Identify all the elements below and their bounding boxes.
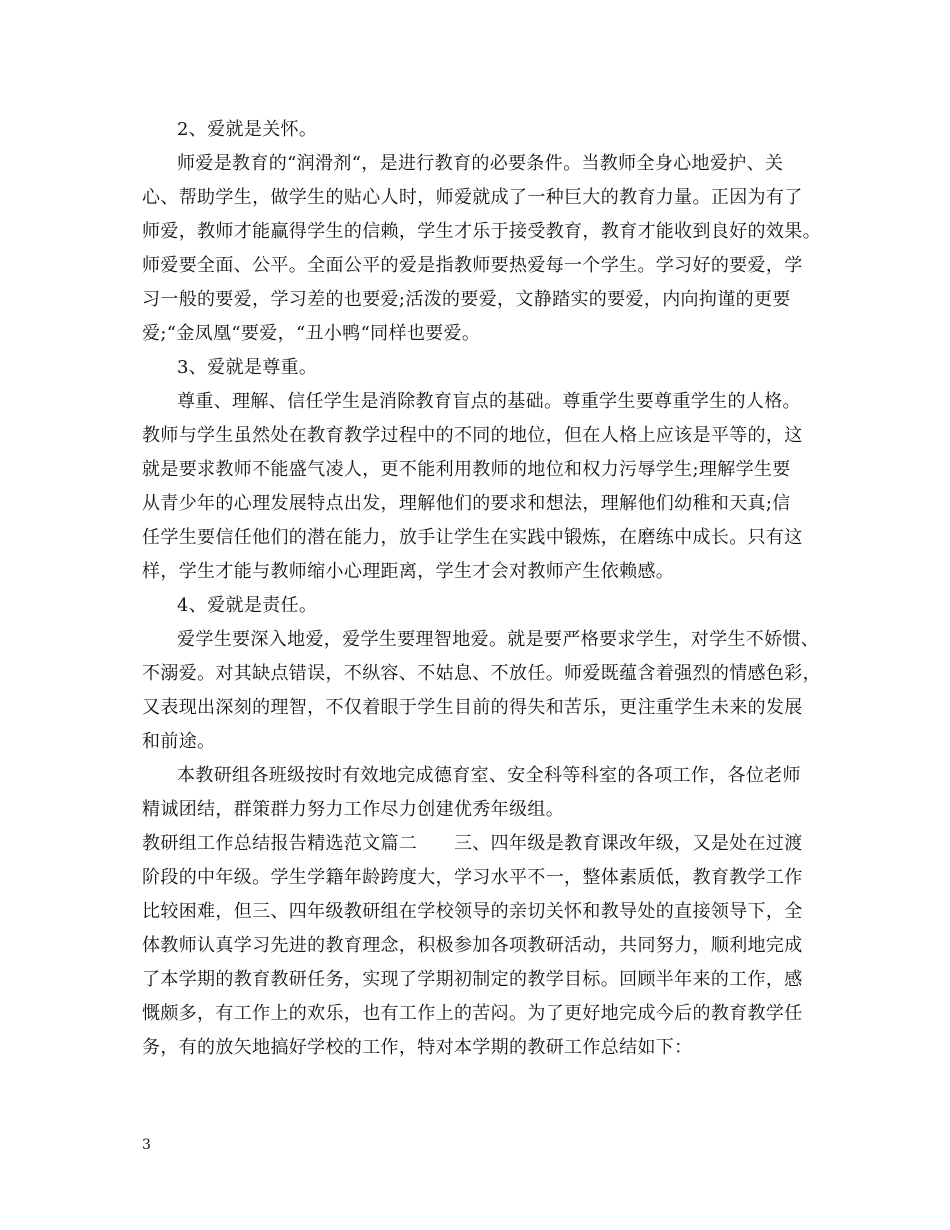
paragraph-line: 样，学生才能与教师缩小心理距离，学生才会对教师产生依赖感。 [142, 561, 675, 582]
paragraph-line: 体教师认真学习先进的教育理念，积极参加各项教研活动，共同努力，顺利地完成 [142, 935, 803, 956]
paragraph-line: 又表现出深刻的理智，不仅着眼于学生目前的得失和苦乐，更注重学生未来的发展 [142, 697, 803, 718]
paragraph-line: 和前途。 [142, 731, 216, 752]
section-heading-respect: 3、爱就是尊重。 [177, 357, 318, 378]
paragraph-line: 慨颇多，有工作上的欢乐，也有工作上的苦闷。为了更好地完成今后的教育教学任 [142, 1003, 803, 1024]
paragraph-line: 尊重、理解、信任学生是消除教育盲点的基础。尊重学生要尊重学生的人格。 [177, 391, 801, 412]
page-number: 3 [142, 1137, 151, 1153]
paragraph-line: 精诚团结，群策群力努力工作尽力创建优秀年级组。 [142, 799, 565, 820]
section-heading-care: 2、爱就是关怀。 [177, 119, 318, 140]
section-heading-responsibility: 4、爱就是责任。 [177, 595, 318, 616]
paragraph-line: 任学生要信任他们的潜在能力，放手让学生在实践中锻炼，在磨练中成长。只有这 [142, 527, 803, 548]
paragraph-line: 师爱要全面、公平。全面公平的爱是指教师要热爱每一个学生。学习好的要爱，学 [142, 255, 803, 276]
paragraph-line: 本教研组各班级按时有效地完成德育室、安全科等科室的各项工作，各位老师 [177, 765, 801, 786]
paragraph-line: 爱;“金凤凰“要爱，“丑小鸭“同样也要爱。 [142, 323, 481, 344]
paragraph-line: 师爱，教师才能赢得学生的信赖，学生才乐于接受教育，教育才能收到良好的效果。 [142, 221, 821, 242]
paragraph-line: 师爱是教育的“润滑剂“，是进行教育的必要条件。当教师全身心地爱护、关 [177, 153, 784, 174]
paragraph-line: 不溺爱。对其缺点错误，不纵容、不姑息、不放任。师爱既蕴含着强烈的情感色彩， [142, 663, 821, 684]
paragraph-line: 习一般的要爱，学习差的也要爱;活泼的要爱，文静踏实的要爱，内向拘谨的更要 [142, 289, 791, 310]
paragraph-line: 阶段的中年级。学生学籍年龄跨度大，学习水平不一，整体素质低，教育教学工作 [142, 867, 803, 888]
paragraph-line: 了本学期的教育教研任务，实现了学期初制定的教学目标。回顾半年来的工作，感 [142, 969, 803, 990]
paragraph-line: 从青少年的心理发展特点出发，理解他们的要求和想法，理解他们幼稚和天真;信 [142, 493, 791, 514]
paragraph-line: 就是要求教师不能盛气凌人，更不能利用教师的地位和权力污辱学生;理解学生要 [142, 459, 791, 480]
paragraph-line: 心、帮助学生，做学生的贴心人时，师爱就成了一种巨大的教育力量。正因为有了 [142, 187, 803, 208]
paragraph-line: 务，有的放矢地搞好学校的工作，特对本学期的教研工作总结如下： [142, 1037, 693, 1058]
paragraph-line: 教师与学生虽然处在教育教学过程中的不同的地位，但在人格上应该是平等的，这 [142, 425, 803, 446]
article-two-title-line: 教研组工作总结报告精选范文篇二 三、四年级是教育课改年级，又是处在过渡 [142, 833, 803, 854]
paragraph-line: 比较困难，但三、四年级教研组在学校领导的亲切关怀和教导处的直接领导下，全 [142, 901, 803, 922]
paragraph-line: 爱学生要深入地爱，爱学生要理智地爱。就是要严格要求学生，对学生不娇惯、 [177, 629, 820, 650]
